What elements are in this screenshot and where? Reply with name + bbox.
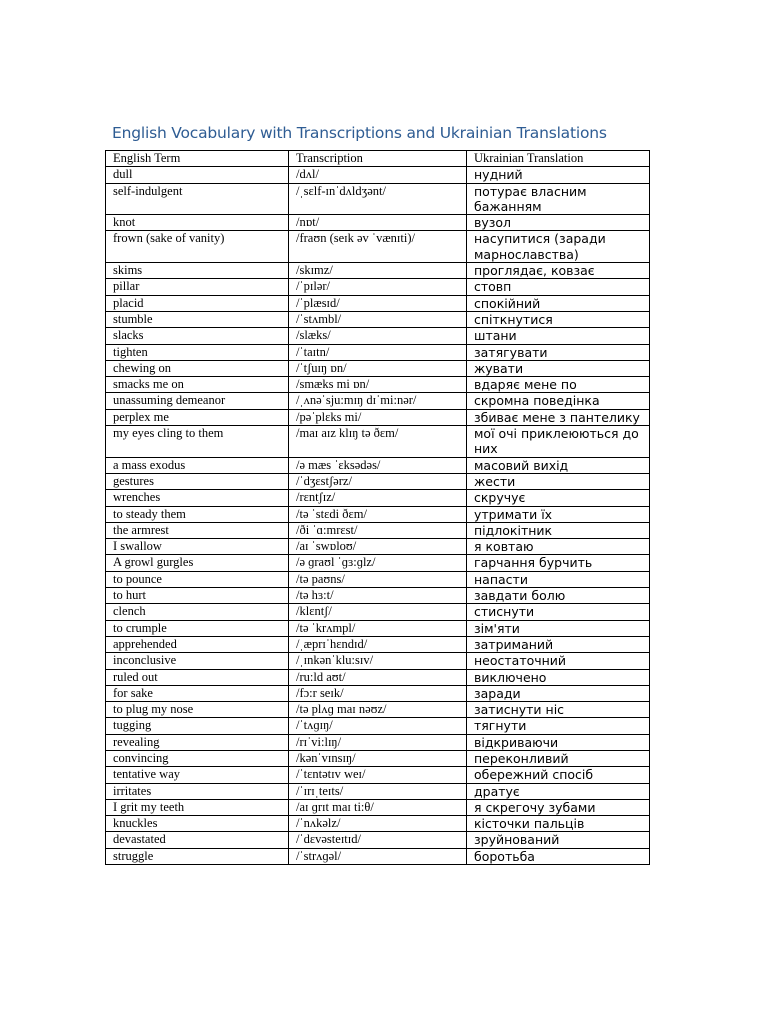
transcription-cell: /ði ˈɑ:mrɛst/	[289, 522, 467, 538]
transcription-cell: /ə ɡraʊl ˈɡɜ:ɡlz/	[289, 555, 467, 571]
table-row	[106, 734, 650, 750]
transcription-cell: /skɪmz/	[289, 263, 467, 279]
english-term-cell: to crumple	[106, 620, 289, 636]
ukrainian-translation-cell: спокійний	[467, 295, 650, 311]
transcription-cell: /tə paʊns/	[289, 571, 467, 587]
english-term-cell: to steady them	[106, 506, 289, 522]
transcription-cell: /rɪˈvi:lɪŋ/	[289, 734, 467, 750]
ukrainian-translation-cell: напасти	[467, 571, 650, 587]
table-row	[106, 344, 650, 360]
table-row	[106, 490, 650, 506]
transcription-cell: /nɒt/	[289, 215, 467, 231]
table-row	[106, 393, 650, 409]
table-row	[106, 167, 650, 183]
table-row	[106, 360, 650, 376]
table-row	[106, 783, 650, 799]
transcription-cell: /tə ˈstɛdi ðɛm/	[289, 506, 467, 522]
table-row	[106, 685, 650, 701]
table-row	[106, 522, 650, 538]
table-row	[106, 555, 650, 571]
english-term-cell: ruled out	[106, 669, 289, 685]
table-row	[106, 263, 650, 279]
table-row	[106, 328, 650, 344]
ukrainian-translation-cell: переконливий	[467, 750, 650, 766]
table-row	[106, 636, 650, 652]
english-term-cell: unassuming demeanor	[106, 393, 289, 409]
table-row	[106, 215, 650, 231]
ukrainian-translation-cell: гарчання бурчить	[467, 555, 650, 571]
english-term-cell: inconclusive	[106, 653, 289, 669]
transcription-cell: /ˈtɛntətɪv weɪ/	[289, 767, 467, 783]
vocabulary-table	[105, 150, 650, 865]
transcription-cell: /dʌl/	[289, 167, 467, 183]
transcription-cell: /ˌæprɪˈhɛndɪd/	[289, 636, 467, 652]
transcription-cell: /ˈpɪlər/	[289, 279, 467, 295]
transcription-cell: /aɪ ɡrɪt maɪ ti:θ/	[289, 799, 467, 815]
table-row	[106, 377, 650, 393]
ukrainian-translation-cell: мої очі приклеюються до них	[467, 426, 650, 458]
ukrainian-translation-cell: зім'яти	[467, 620, 650, 636]
english-term-cell: to plug my nose	[106, 702, 289, 718]
transcription-cell: /slæks/	[289, 328, 467, 344]
header-ukrainian-translation: Ukrainian Translation	[467, 151, 650, 167]
table-row	[106, 295, 650, 311]
ukrainian-translation-cell: кісточки пальців	[467, 816, 650, 832]
header-transcription: Transcription	[289, 151, 467, 167]
ukrainian-translation-cell: зруйнований	[467, 832, 650, 848]
transcription-cell: /smæks mi ɒn/	[289, 377, 467, 393]
transcription-cell: /ru:ld aʊt/	[289, 669, 467, 685]
english-term-cell: I grit my teeth	[106, 799, 289, 815]
ukrainian-translation-cell: спіткнутися	[467, 311, 650, 327]
transcription-cell: /maɪ aɪz klɪŋ tə ðɛm/	[289, 426, 467, 458]
english-term-cell: tugging	[106, 718, 289, 734]
ukrainian-translation-cell: вузол	[467, 215, 650, 231]
ukrainian-translation-cell: дратує	[467, 783, 650, 799]
english-term-cell: placid	[106, 295, 289, 311]
english-term-cell: devastated	[106, 832, 289, 848]
transcription-cell: /ˈdʒɛstʃərz/	[289, 473, 467, 489]
english-term-cell: smacks me on	[106, 377, 289, 393]
transcription-cell: /aɪ ˈswɒloʊ/	[289, 539, 467, 555]
english-term-cell: irritates	[106, 783, 289, 799]
transcription-cell: /ˌɪnkənˈklu:sɪv/	[289, 653, 467, 669]
ukrainian-translation-cell: скручує	[467, 490, 650, 506]
document-title: English Vocabulary with Transcriptions and Ukrainian Translations	[112, 124, 607, 142]
english-term-cell: perplex me	[106, 409, 289, 425]
ukrainian-translation-cell: відкриваючи	[467, 734, 650, 750]
english-term-cell: frown (sake of vanity)	[106, 231, 289, 263]
transcription-cell: /klɛntʃ/	[289, 604, 467, 620]
table-row	[106, 604, 650, 620]
table-row	[106, 750, 650, 766]
transcription-cell: /kənˈvɪnsɪŋ/	[289, 750, 467, 766]
transcription-cell: /ˌsɛlf-ɪnˈdʌldʒənt/	[289, 183, 467, 215]
english-term-cell: tighten	[106, 344, 289, 360]
ukrainian-translation-cell: жести	[467, 473, 650, 489]
english-term-cell: to hurt	[106, 588, 289, 604]
english-term-cell: slacks	[106, 328, 289, 344]
transcription-cell: /ˈstʌmbl/	[289, 311, 467, 327]
ukrainian-translation-cell: збиває мене з пантелику	[467, 409, 650, 425]
english-term-cell: my eyes cling to them	[106, 426, 289, 458]
table-row	[106, 279, 650, 295]
ukrainian-translation-cell: завдати болю	[467, 588, 650, 604]
table-row	[106, 620, 650, 636]
table-row	[106, 848, 650, 864]
transcription-cell: /fɔ:r seɪk/	[289, 685, 467, 701]
english-term-cell: self-indulgent	[106, 183, 289, 215]
english-term-cell: gestures	[106, 473, 289, 489]
english-term-cell: apprehended	[106, 636, 289, 652]
table-row	[106, 506, 650, 522]
table-row	[106, 183, 650, 215]
table-row	[106, 767, 650, 783]
ukrainian-translation-cell: заради	[467, 685, 650, 701]
table-row	[106, 669, 650, 685]
table-row	[106, 816, 650, 832]
table-row	[106, 426, 650, 458]
english-term-cell: convincing	[106, 750, 289, 766]
ukrainian-translation-cell: я скрегочу зубами	[467, 799, 650, 815]
ukrainian-translation-cell: боротьба	[467, 848, 650, 864]
english-term-cell: revealing	[106, 734, 289, 750]
transcription-cell: /ˈtaɪtn/	[289, 344, 467, 360]
english-term-cell: the armrest	[106, 522, 289, 538]
ukrainian-translation-cell: нудний	[467, 167, 650, 183]
english-term-cell: to pounce	[106, 571, 289, 587]
english-term-cell: knot	[106, 215, 289, 231]
transcription-cell: /ˈstrʌɡəl/	[289, 848, 467, 864]
table-row	[106, 832, 650, 848]
transcription-cell: /tə hɜ:t/	[289, 588, 467, 604]
ukrainian-translation-cell: тягнути	[467, 718, 650, 734]
english-term-cell: dull	[106, 167, 289, 183]
table-body	[106, 167, 650, 865]
english-term-cell: skims	[106, 263, 289, 279]
ukrainian-translation-cell: неостаточний	[467, 653, 650, 669]
ukrainian-translation-cell: підлокітник	[467, 522, 650, 538]
transcription-cell: /rɛntʃɪz/	[289, 490, 467, 506]
transcription-cell: /ˈtʃuɪŋ ɒn/	[289, 360, 467, 376]
transcription-cell: /ˈdɛvəsteɪtɪd/	[289, 832, 467, 848]
ukrainian-translation-cell: я ковтаю	[467, 539, 650, 555]
english-term-cell: struggle	[106, 848, 289, 864]
ukrainian-translation-cell: штани	[467, 328, 650, 344]
table-row	[106, 799, 650, 815]
ukrainian-translation-cell: потурає власним бажанням	[467, 183, 650, 215]
transcription-cell: /ˈnʌkəlz/	[289, 816, 467, 832]
ukrainian-translation-cell: стиснути	[467, 604, 650, 620]
english-term-cell: for sake	[106, 685, 289, 701]
ukrainian-translation-cell: затягувати	[467, 344, 650, 360]
english-term-cell: A growl gurgles	[106, 555, 289, 571]
table-row	[106, 311, 650, 327]
header-english-term: English Term	[106, 151, 289, 167]
english-term-cell: tentative way	[106, 767, 289, 783]
table-row	[106, 653, 650, 669]
table-row	[106, 702, 650, 718]
english-term-cell: a mass exodus	[106, 457, 289, 473]
transcription-cell: /ˈɪrɪˌteɪts/	[289, 783, 467, 799]
ukrainian-translation-cell: масовий вихід	[467, 457, 650, 473]
ukrainian-translation-cell: виключено	[467, 669, 650, 685]
english-term-cell: knuckles	[106, 816, 289, 832]
english-term-cell: clench	[106, 604, 289, 620]
english-term-cell: stumble	[106, 311, 289, 327]
english-term-cell: chewing on	[106, 360, 289, 376]
table-row	[106, 571, 650, 587]
ukrainian-translation-cell: насупитися (заради марнославства)	[467, 231, 650, 263]
ukrainian-translation-cell: затриманий	[467, 636, 650, 652]
transcription-cell: /tə ˈkrʌmpl/	[289, 620, 467, 636]
table-row	[106, 457, 650, 473]
table-row	[106, 539, 650, 555]
table-row	[106, 231, 650, 263]
table-row	[106, 409, 650, 425]
ukrainian-translation-cell: скромна поведінка	[467, 393, 650, 409]
english-term-cell: wrenches	[106, 490, 289, 506]
transcription-cell: /fraʊn (seɪk əv ˈvænɪti)/	[289, 231, 467, 263]
table-row	[106, 588, 650, 604]
transcription-cell: /tə plʌɡ maɪ nəʊz/	[289, 702, 467, 718]
ukrainian-translation-cell: стовп	[467, 279, 650, 295]
ukrainian-translation-cell: проглядає, ковзає	[467, 263, 650, 279]
english-term-cell: I swallow	[106, 539, 289, 555]
table-row	[106, 473, 650, 489]
ukrainian-translation-cell: обережний спосіб	[467, 767, 650, 783]
table-header-row	[106, 151, 650, 167]
transcription-cell: /ˌʌnəˈsju:mɪŋ dɪˈmi:nər/	[289, 393, 467, 409]
ukrainian-translation-cell: затиснути ніс	[467, 702, 650, 718]
transcription-cell: /pəˈplɛks mi/	[289, 409, 467, 425]
english-term-cell: pillar	[106, 279, 289, 295]
ukrainian-translation-cell: жувати	[467, 360, 650, 376]
ukrainian-translation-cell: утримати їх	[467, 506, 650, 522]
ukrainian-translation-cell: вдаряє мене по	[467, 377, 650, 393]
table-row	[106, 718, 650, 734]
transcription-cell: /ˈtʌɡɪŋ/	[289, 718, 467, 734]
transcription-cell: /ˈplæsɪd/	[289, 295, 467, 311]
transcription-cell: /ə mæs ˈɛksədəs/	[289, 457, 467, 473]
